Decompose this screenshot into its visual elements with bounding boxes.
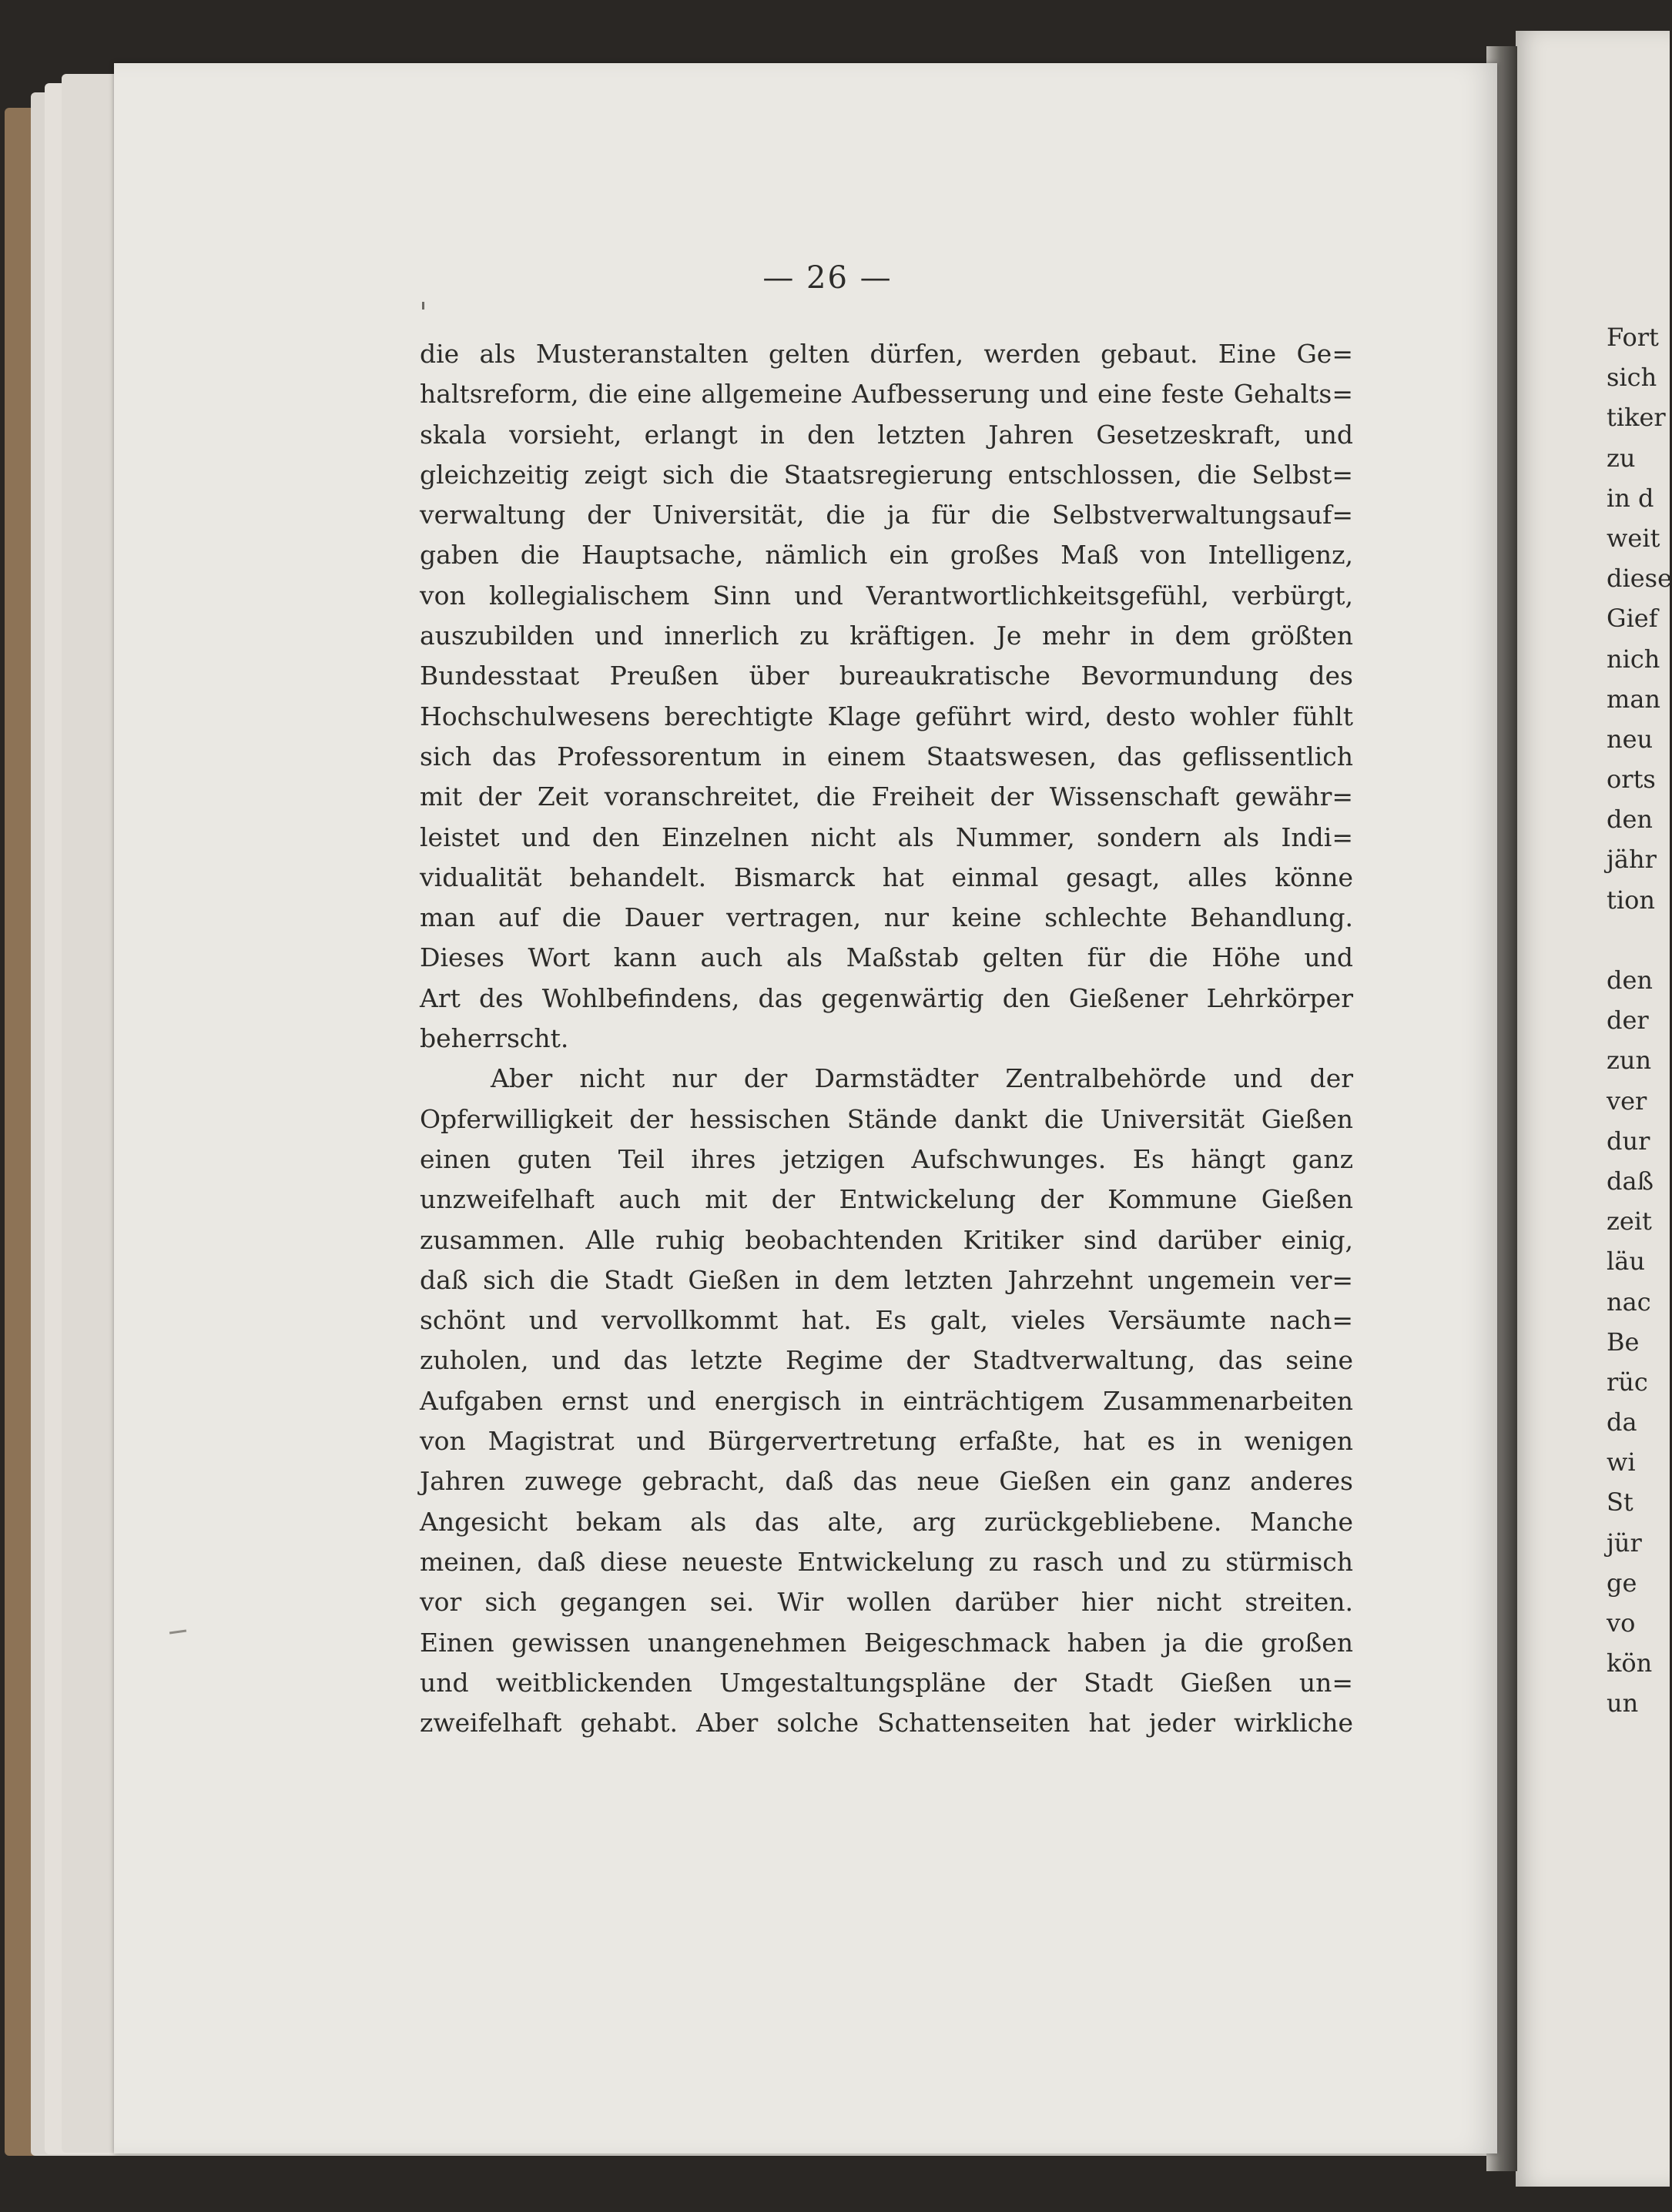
body-text	[420, 334, 1353, 1743]
fragment-line: wi	[1607, 1447, 1636, 1477]
text-line: meinen, daß diese neueste Entwickelung zu rasch und zu stürmisch	[420, 1546, 1353, 1577]
paragraph	[420, 334, 1353, 1059]
fragment-line: jür	[1607, 1528, 1642, 1558]
text-line: Aber nicht nur der Darmstädter Zentralbehörde und der	[491, 1063, 1353, 1094]
text-line: die als Musteranstalten gelten dürfen, werden gebaut. Eine Ge=	[420, 339, 1353, 369]
text-line: Opferwilligkeit der hessischen Stände dankt die Universität Gießen	[420, 1103, 1353, 1134]
fragment-line: jähr	[1607, 845, 1657, 875]
fragment-line: St	[1607, 1487, 1633, 1518]
fragment-line: ge	[1607, 1568, 1637, 1598]
fragment-line: rüc	[1607, 1367, 1648, 1397]
facing-page-text	[1607, 317, 1672, 1724]
fragment-line: sich	[1607, 363, 1657, 393]
text-line: leistet und den Einzelnen nicht als Nummer, sondern als Indi=	[420, 822, 1353, 852]
fragment-line: zeit	[1607, 1206, 1652, 1237]
fragment-line: tion	[1607, 885, 1655, 915]
text-line: man auf die Dauer vertragen, nur keine schlechte Behandlung.	[420, 902, 1353, 933]
text-line: daß sich die Stadt Gießen in dem letzten Jahrzehnt ungemein ver=	[420, 1264, 1353, 1295]
text-line: zweifelhaft gehabt. Aber solche Schattenseiten hat jeder wirkliche	[420, 1708, 1353, 1738]
text-line: verwaltung der Universität, die ja für die Selbstverwaltungsauf=	[420, 500, 1353, 530]
fragment-line: den	[1607, 805, 1654, 835]
text-line: beherrscht.	[420, 1023, 569, 1054]
fragment-line: ver	[1607, 1086, 1647, 1116]
fragment-line: weit	[1607, 523, 1660, 553]
fragment-line: Fort	[1607, 323, 1659, 352]
page-number: — 26 —	[762, 260, 893, 296]
text-line: gaben die Hauptsache, nämlich ein großes Maß von Intelligenz,	[420, 540, 1353, 571]
text-line: zusammen. Alle ruhig beobachtenden Kritiker sind darüber einig,	[420, 1224, 1353, 1255]
text-line: Einen gewissen unangenehmen Beigeschmack haben ja die großen	[420, 1627, 1353, 1658]
fragment-line: nich	[1607, 644, 1660, 674]
text-line: Dieses Wort kann auch als Maßstab gelten für die Höhe und	[420, 942, 1353, 973]
fragment-line: man	[1607, 684, 1661, 714]
text-line: skala vorsieht, erlangt in den letzten Jahren Gesetzeskraft, und	[420, 419, 1353, 450]
text-line: unzweifelhaft auch mit der Entwickelung der Kommune Gießen	[420, 1184, 1353, 1215]
ink-speck	[422, 302, 424, 310]
text-line: sich das Professorentum in einem Staatswesen, das geflissentlich	[420, 741, 1353, 771]
fragment-line: daß	[1607, 1166, 1654, 1196]
fragment-line: kön	[1607, 1648, 1653, 1678]
fragment-line: zu	[1607, 443, 1636, 473]
fragment-line: tiker	[1607, 403, 1666, 433]
fragment-line	[1607, 920, 1660, 960]
text-line: Bundesstaat Preußen über bureaukratische Bevormundung des	[420, 661, 1353, 691]
text-line: vidualität behandelt. Bismarck hat einmal gesagt, alles könne	[420, 862, 1353, 892]
fragment-line: neu	[1607, 724, 1654, 754]
text-line: vor sich gegangen sei. Wir wollen darüber hier nicht streiten.	[420, 1587, 1353, 1618]
text-line: Art des Wohlbefindens, das gegenwärtig den Gießener Lehrkörper	[420, 982, 1353, 1013]
fragment-line: nac	[1607, 1287, 1651, 1317]
paragraph	[420, 1059, 1353, 1743]
text-line: Jahren zuwege gebracht, daß das neue Gießen ein ganz anderes	[420, 1466, 1353, 1497]
fragment-line: zun	[1607, 1046, 1652, 1076]
fragment-line: un	[1607, 1688, 1639, 1718]
fragment-line: läu	[1607, 1247, 1645, 1277]
fragment-line: vo	[1607, 1608, 1636, 1638]
fragment-line: in d	[1607, 483, 1654, 513]
fragment-line: orts	[1607, 765, 1656, 795]
fragment-line: diese	[1607, 564, 1672, 594]
text-line: einen guten Teil ihres jetzigen Aufschwunges. Es hängt ganz	[420, 1143, 1353, 1174]
text-line: Hochschulwesens berechtigte Klage geführt wird, desto wohler fühlt	[420, 701, 1353, 731]
fragment-line: da	[1607, 1407, 1637, 1437]
fragment-line: Be	[1607, 1327, 1640, 1357]
text-line: zuholen, und das letzte Regime der Stadtverwaltung, das seine	[420, 1345, 1353, 1376]
fragment-line: Gief	[1607, 604, 1658, 634]
fragment-line: den	[1607, 965, 1654, 995]
text-line: Angesicht bekam als das alte, arg zurückgebliebene. Manche	[420, 1506, 1353, 1537]
text-line: von Magistrat und Bürgervertretung erfaßte, hat es in wenigen	[420, 1426, 1353, 1457]
fragment-line: der	[1607, 1006, 1649, 1036]
text-line: von kollegialischem Sinn und Verantwortlichkeitsgefühl, verbürgt,	[420, 580, 1353, 611]
text-line: mit der Zeit voranschreitet, die Freiheit der Wissenschaft gewähr=	[420, 781, 1353, 812]
text-line: schönt und vervollkommt hat. Es galt, vieles Versäumte nach=	[420, 1305, 1353, 1336]
text-line: gleichzeitig zeigt sich die Staatsregierung entschlossen, die Selbst=	[420, 459, 1353, 490]
text-line: Aufgaben ernst und energisch in einträchtigem Zusammenarbeiten	[420, 1385, 1353, 1416]
text-line: auszubilden und innerlich zu kräftigen. Je mehr in dem größten	[420, 621, 1353, 651]
text-line: haltsreform, die eine allgemeine Aufbesserung und eine feste Gehalts=	[420, 379, 1353, 410]
fragment-line: dur	[1607, 1126, 1650, 1156]
text-line: und weitblickenden Umgestaltungspläne der Stadt Gießen un=	[420, 1667, 1353, 1698]
